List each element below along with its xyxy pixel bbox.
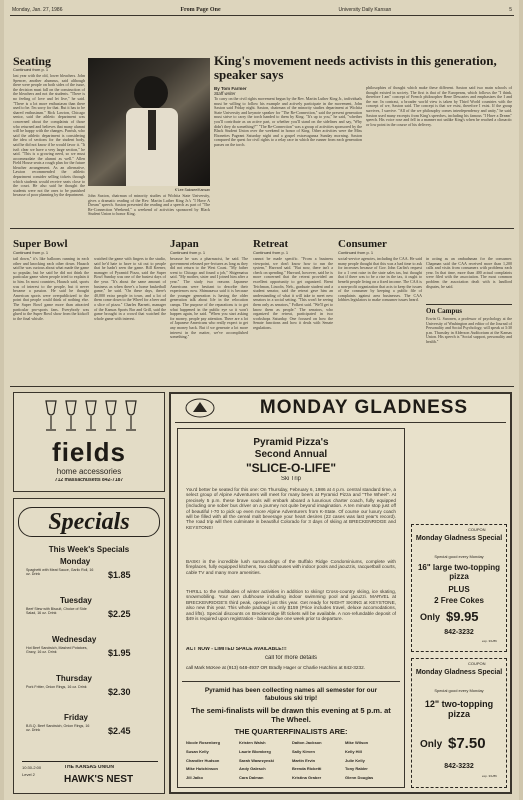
special-price: $1.95 [108,648,131,658]
special-wednesday [22,635,158,673]
on-campus-body: Erwin G. Saronen, a professor of psychology at the University of Washington and editor of the Journal of Personality and Social Psychology, will speak at 3:30 p.m. Thursday in Alderson Auditorium at the Kansas Union. His speech is "Social support, personality and health." [426,317,512,344]
king-role: Staff writer [214,91,236,96]
newspaper-page [4,0,519,800]
quarterfinalist-name: Andy Galesch [239,766,266,772]
on-campus-headline: On Campus [426,307,462,315]
coupon-free-cokes: 2 Free Cokes [434,596,484,605]
special-day: Wednesday [52,635,97,644]
japan-body: because he was a pharmacist, he said. The government released pre-fectures as long as they did not return to the West Coast. "My father went to Chicago and found a job," Shigematsu said. "My mother, sister and I joined him after a year." The study two reasons Japanese Americans were hesitant to describe their experiences now. Shimazawa said it is because the younger generation is having the older generation talk about life in the relocation camps. The purpose of the reparations is to get what happened in the public eye so it won't happen again, he said. "When you start asking for money, people pay attention. There are a lot of Japanese Americans who really expect to get any money back. But if we generate a lot more interest in the matter, we've accomplished something." [170,257,248,340]
fields-ad [13,392,165,492]
coupon-only: Only [420,612,441,622]
coupon-deal: 12" two-topping pizza [424,699,494,719]
quarterfinalist-name: Dalton Jackson [292,740,322,745]
special-monday [22,557,158,595]
photo-credit: K'Lee Salosee/Kansan [174,188,210,192]
pyramid-logo [185,398,215,418]
coupon-12-inch[interactable] [411,658,507,788]
coupon-deal: 16" large two-topping pizza [417,563,500,581]
fields-subtitle: home accessories [56,467,122,476]
specials-ad [13,498,165,794]
consumer-col2: in acting as an ombudsman for the consumer. Chapman said the CAA received more than 1,200 calls and visits from consumers with problems each year. In that time, more than 400 actual complaints were filed with the association. The most common problem the association dealt with is landlord disputes, he said. [426,257,512,289]
speaker-figure [134,76,168,110]
coupon-title: Monday Gladness Special [415,535,503,542]
special-item: Beef Stew with Biscuit, Choice of Side Salad, 16 oz. Drink [26,607,87,616]
header-date: Monday, Jan. 27, 1986 [12,7,63,13]
header-rule [10,15,514,16]
quarterfinalist-name: Brenda Ricketti [292,766,322,772]
coupon-plus: PLUS [448,585,470,594]
hawks-nest-union: THE KANSAS UNION [64,765,115,770]
quarterfinalist-name: Martin Ervin [292,757,316,763]
consumer-headline: Consumer [338,238,387,250]
fields-address: 712 massachusetts 842-7187 [54,478,124,483]
quarterfinalist-name: Julie Kelly [345,757,365,763]
quarterfinalist-name: Mike Wilson [345,740,369,745]
header-page-number: 5 [509,7,512,13]
king-byline: By Tom Farmer [214,86,247,91]
quarterfinalist-name: Kristina Graber [292,775,322,781]
header-section: From Page One [180,7,221,13]
fields-name: fields [52,437,126,467]
specials-list [22,557,158,757]
ski-paragraph-3: THRILL to the multitudes of winter activities in addition to skiing! Cross-country skiing, ice skating, snowmobiling. Your own clubhouse including indoor swimming pool and jacuzzi. MARVEL at BRECKENRIDGE'S third peak, opened just this year. Get ready for NIGHT SKIING at KEYSTONE, also new this year. This whole package is only $159 (Price includes travel, deluxe accomodations, and lifts). Special discounts on Breckenridge lift tickets will be available. A non-refundable deposit of $49 is required upon registration - balance due one week prior to departure. [186,589,396,622]
ski-title-2: Second Annual [254,449,328,460]
coupon-tag: COUPON [468,527,486,532]
act-now: ACT NOW - LIMITED SPACE AVAILABLE!!! [186,647,287,652]
special-friday [22,713,158,751]
quarterfinalists-list [186,739,398,783]
semi-finalists-draw: The semi-finalists will be drawn this evening at 5 p.m. at The Wheel. [191,706,391,724]
section-rule-2 [10,386,514,387]
special-price: $2.25 [108,609,131,619]
special-day: Monday [60,557,91,566]
specials-heading: This Week's Specials [48,545,130,554]
special-day: Friday [64,713,89,722]
quarterfinalist-name: Sarah Wawrzynski [239,757,274,763]
call-for-details: call for more details [264,655,318,661]
wine-glasses-icon [14,397,164,437]
photo-john-saxton [88,58,210,186]
header-paper: University Daily Kansan [338,7,392,13]
king-body-col1: To carry on the civil rights movement begun by the Rev. Martin Luther King Jr., individuals must be willing to follow his example and actively participate in the movement, John Saxton said Friday night. Saxton, chairman of the minority studies department at Wichita State University and keynote speaker for "The Re-Connection," said the present generation must strive to carry the torch handed to them by King. "It's up to you," he said, "whether you'll contribute as an active part, or whether you'll stand on the sidelines and say, 'Why didn't they do something?'" "The Re-Connection" was a group of activities sponsored by the Black Student Union over the weekend in honor of King. Other activities were the Miss Ebonettes Pageant Saturday night and a gospel extravaganza Sunday morning. Saxton compared the quest for civil rights to a relay race in which the runner from each generation passes on the torch. [214,97,362,147]
king-headline: King's movement needs activists in this generation, speaker says [214,53,497,82]
coupon-price: $7.50 [448,735,486,752]
special-price: $2.45 [108,726,131,736]
quarterfinalist-name: Glenn Douglas [345,775,374,781]
section-rule-1 [10,228,514,229]
superbowl-continued: Continued from p. 1 [13,250,49,255]
special-price: $1.85 [108,570,131,580]
consumer-continued: Continued from p. 1 [338,250,374,255]
coupon-title: Monday Gladness Special [415,669,503,676]
seating-headline: Seating [13,54,52,68]
coupon-only: Only [420,739,443,750]
ski-title-3: "SLICE-O-LIFE" [245,461,337,475]
hawks-nest-level: Level 2 [22,772,35,777]
banner-rule [175,422,506,423]
collecting-names: Pyramid has been collecting names all semester for our fabulous ski trip! [204,687,378,702]
hawks-nest-logo [22,761,158,789]
superbowl-col2: watched the game with fingers to the studio, said he'd hate to have to sit out to people that he hadn't seen the game. Bill Keener, manager of Pyramid Pizza, said the Super Bowl Sunday was one of the busiest days of the year. "It's about the same amount of business as when there's a home basketball game," he said. "On these days, there's 40,000 extra people in town, and a lot of them come down to the Wheel for a beer and a slice of pizza." Charles Barnett, manager of the Kansas Sports Bar and Grill, said the game brought in a crowd that watched the whole game with interest. [94,257,166,321]
special-tuesday [22,596,158,634]
quarterfinalist-name: Nicole Rosenberg [186,740,221,745]
coupon-phone: 842-3232 [444,763,474,770]
ski-trip-box [177,428,405,788]
coupon-price: $9.95 [446,609,479,624]
hawks-nest-hours: 10:30-2:00 [22,765,42,770]
quarterfinalist-name: Laurie Blomberg [239,748,271,754]
seating-body: last year with the old, lower bleachers. John Spencer, another alumnus, said although there were people on both sides of the issue, the decision must fall on the construction of the bleachers and not the students. "There is no feeling of love and let live," he said. "There is a lot more enthusiasm than there used to be. I'm sorry for that. But it has to be shared enthusiasm." Rick Lawton, Chicago senior, said the athletic department was concerned about the complaints of those who returned and believes that many alumni will be happy with the changes. Parrish, who said the athletic department is considering the idea of sections for the student body, said he did not know if he would favor it. "It isn't clear we have a very large section," he said. "This is a growing need, so we must accommodate the alumni as well." Allen Field House seats a rough plan for the future bleacher arrangement. As an alternative, Lawton recommended the athletic department consider selling tickets through which students would receive seats close to the court. He also said he thought the students were not the ones to be punished because of poor planning by the department. [13,74,85,198]
quarterfinalist-name: Kelly Hill [345,748,362,754]
coupon-phone: 842-3232 [444,629,474,636]
quarterfinalist-name: Tony Rabler [345,766,368,772]
coupon-subtitle: Special good every Monday [434,688,484,693]
ski-paragraph-1: You'd better be seated for this one: On Thursday, February 6, 1986 at 4 p.m. central standard time, a select group of Alpine Adventurers will meet for many beers at Pyramid Pizza and "The Wheel". At precisely 5 p.m. these brave souls will embark aboard a luxurious charter coach, fully equipped (including one sober bus driver on a journey not quite beyond imagination. A ten minute stop just off of beautiful I-70 to pick up even more Alpine Adventurers from K-State. Of course our luxury coach will be filled with all the cereal malt beverage your heart desires (22 cases was last year's record). The road trip will then culminate in beautiful Colorado for 3 days of skiing at BRECKENRIDGE and KEYSTONE! [186,487,396,530]
quarterfinalist-name: Susan Kelly [186,748,209,754]
special-item: Hot Beef Sandwich, Mashed Potatoes, Gravy, 16 oz. Drink [26,646,88,655]
retreat-body: cannot be made specific. "From a business viewpoint, we don't know how to run the system," Harvard said. "But now, there isn't a check on spending." Harvard, however, said he is more concerned that the retreat provided an excellent opportunity to get organized. Brent Teichman, Lincoln, Neb., graduate student and a student senator, said the retreat gave him an understanding of what it will take to meet new senators in a social setting. "This won't be seeing them only as senators," Folkert said. "We'll get to know them as people." The senators, who organized the retreat, participated in two workshops Saturday. One focused on how the Senate functions and how it deals with Senate regulations. [253,257,333,330]
king-body-col2: philosophies of thought which make these different. Saxton said two main schools of thought existed in society. The first is that of the Europeans, which follows the "I think, therefore I am" concept of French philosopher Rene Descartes and emphasizes the I and the me. In contrast, a broader world view is taken by Third World countries with the concept of we, Saxton said. The concept is that we exist, therefore I exist. If the group survives, I survive. "All of the we philosophy comes interdependency and unity," he said. Saxton used many excerpts from King's speeches, including his famous "I Have a Dream" speech. His voice rose and fell in a manner not unlike King's when he reached a climactic or low point in the course of his delivery. [366,86,512,127]
quarterfinalist-name: Jill Jaiko [186,775,203,781]
ski-paragraph-2: BASKI in the incredible lush surroundings of the Buffalo Ridge Condominiums, complete with fireplaces, fully equipped kitchens, two clubhouses with indoor pools and jacuzzis, racquetball courts, cable TV and many more amenities. [186,559,396,575]
monday-gladness-ad [169,392,512,794]
coupon-subtitle: Special good every Monday [434,554,484,559]
special-item: B.B.Q. Beef Sandwich, Onion Rings, 16 oz. Drink [26,724,90,733]
retreat-continued: Continued from p. 1 [253,250,289,255]
ski-title-1: Pyramid Pizza's [253,437,329,448]
superbowl-col1: tail down," it's like balloons running in each other and knocking each other down. Hausch said he was curious about what made the game so popular, but he said he did not think the particular game when people tried to explain it to him. In most countries, Hausch said, sports was of interest to the people, but it never became a passion. He said he thought American sports were overpublicized to the point that people could think of nothing else. The Super Bowl game more than attracted particular pro-sports fans. Everybody was glued to the Super Bowl show from the kickoff to the final whistle. [13,257,89,321]
specials-script-title: Specials [18,507,160,537]
speaker-tie [148,110,156,150]
special-price: $2.30 [108,687,131,697]
coupon-expiration: exp. 3/1/86 [482,639,497,643]
coupon-16-inch[interactable] [411,524,507,652]
ski-rule [182,681,400,682]
monday-gladness-banner: MONDAY GLADNESS [259,397,469,418]
pyramid-icon [185,398,215,418]
ski-title-4: Ski Trip [280,476,301,482]
pyramid-logo-text: PYRAMID [194,412,206,415]
japan-continued: Continued from p. 1 [170,250,206,255]
quarterfinalist-name: Chandler Hudson [186,757,220,763]
quarterfinalists-title: THE QUARTERFINALISTS ARE: [234,727,348,736]
hawks-nest-name: HAWK'S NEST [64,774,134,785]
photo-caption: John Saxton, chairman of minority studies at Wichita State University, gives a dramatic reading of the Rev. Martin Luther King Jr.'s "I Have A Dream" speech. Saxton presented the reading and a speech as part of "The Re-Connection Weekend," a weekend of activities sponsored by Black Student Union to honor King. [88,194,210,217]
special-thursday [22,674,158,712]
quarterfinalist-name: Mike Hutchinson [186,766,219,772]
special-item: Spaghetti with Meat Sauce, Garlic Roll, 16 oz. Drink [26,568,94,577]
special-item: Pork Fritter, Onion Rings, 16 oz. Drink [26,685,87,689]
on-campus-rule [426,304,512,305]
ski-contact: call Mark McKee at (913) 648-4937 OR Bradly Hager or Charlie Hutchins at 842-3232. [186,665,365,670]
superbowl-headline: Super Bowl [13,238,68,250]
quarterfinalist-name: Kristen Walsh [239,740,266,745]
consumer-col1: social-service agencies, including the CAA. He said many people thought that this was a bad time to ask for increases because of Gov. John Carlin's request for a 1 cent raise in the state sales tax, but thought that if there was to be a rise in the tax, it ought to benefit people living on a fixed income. The CAA is a non-profit organization that acts to keep the issues of the consumer by keeping a public file of complaints against area businesses. The CAA lobbies legislators to make consumer issues heard. [338,257,422,303]
coupon-expiration: exp. 3/1/86 [482,774,497,778]
seating-continued: Continued from p. 1 [13,67,49,72]
special-day: Tuesday [60,596,92,605]
coupon-tag: COUPON [468,661,486,666]
quarterfinalist-name: Sally Kirven [292,748,315,754]
quarterfinalist-name: Cara Dalman [239,775,264,781]
japan-headline: Japan [170,238,199,250]
retreat-headline: Retreat [253,238,289,250]
page-header [12,7,512,13]
special-day: Thursday [56,674,93,683]
